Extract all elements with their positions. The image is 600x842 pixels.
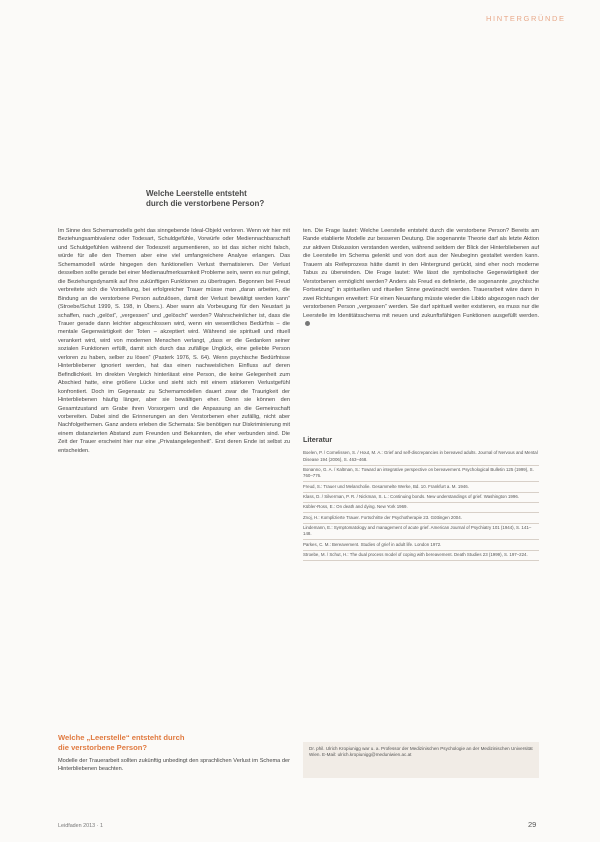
footer-publication: Leidfaden 2013 · 1 xyxy=(58,823,103,829)
page-number: 29 xyxy=(528,820,537,829)
subsection-heading xyxy=(58,733,290,753)
literature-title: Literatur xyxy=(303,435,333,444)
article-heading xyxy=(146,189,366,209)
literature-item: Freud, S.: Trauer und Melancholie. Gesammelte Werke, Bd. 10. Frankfurt a. M. 1946. xyxy=(303,482,539,492)
subsection-heading-line: die verstorbene Person? xyxy=(58,743,148,752)
literature-item: Znoj, H.: Komplizierte Trauer. Fortschritte der Psychotherapie 23. Göttingen 2004. xyxy=(303,513,539,523)
body-text-left-column-bottom xyxy=(58,757,290,774)
literature-item: Stroebe, M. / Schut, H.: The dual process model of coping with bereavement. Death Studies 23 (1999), S. 197–224. xyxy=(303,551,539,561)
section-label: HINTERGRÜNDE xyxy=(486,14,566,23)
literature-list xyxy=(303,449,539,561)
body-paragraph: Modelle der Trauerarbeit sollten zukünftig unbedingt den sprachlichen Verlust im Schema der Hinterbliebenen beachten. xyxy=(58,758,290,773)
literature-item: Kübler-Ross, E.: On death and dying. New York 1969. xyxy=(303,503,539,513)
literature-item: Boelen, P. / Cornelissen, S. / Hout, M. A.: Grief and self-discrepancies in bereaved adults. Journal of Nervous and Mental Disease 194 (2006), S. 463–468. xyxy=(303,449,539,466)
body-paragraph: Im Sinne des Schemamodells geht das sinngebende Ideal-Objekt verloren. Wenn wir hier mit Beziehungsambivalenz oder Todesart, Schuldgefühle, Vorwürfe oder Mediennachbarschaft und Schuldgefühlen während der Todeszeit argumentieren, so ist das sicher nicht falsch, würde für alle den Themen aber eine viel umfangreichere Analyse erlangen. Das Schemamodell würde hingegen den funktionellen Verlust thematisieren. Der Verlust desselben sollte gerade bei einer Medienaufmerksamkeit Probleme sein, wenn es nur gelingt, die Beziehungsdynamik auf ihre zukünftigen Funktionen zu übertragen. Begonnen bei Freud verbreitete sich die Vorstellung, bei erfolgreicher Trauer müsse man „daran arbeiten, die Bindung an die verstorbene Person aufzulösen, damit der Verlust bewältigt werden kann“ (Stroebe/Schut 1999, S. 198, in Übers.). Aber wann als Vorbeugung für den Neustart ja schaffen, nach „gelöst“, „vergessen“ und „gelöscht“ werden? Wahrscheinlicher ist, dass die Trauer gerade dann leichter abgeschlossen wird, wenn ein wesentliches Bedürfnis – die mentale Gegenwärtigkeit der Toten – akzeptiert wird. Während sie spirituell und rituell verankert wird, wird von modernen Menschen verlangt, „dass er die Gedanken seiner sozialen Funktionen erfüllt, damit sich durch das zufällige Unglück, eine geliebte Person verloren zu haben, selber zu lösen“ (Pasterk 1976, S. 64). Wenn psychische Bedürfnisse Hinterbliebener ignoriert werden, hat das einen nachweislichen Einfluss auf deren Befindlichkeit. Im direkten Vergleich hinterlässt eine Person, die keine Gelegenheit zum Abschied hatte, eine größere Lücke und sieht sich mit einem stärkeren Verlustgefühl konfrontiert. Doch im Gegensatz zu Schemamodellen dauert zwar die Traurigkeit der Hinterbliebenen häufig länger, aber sie bewältigen eher. Denn sie können den Gesamtzustand am Grabe ihren Vorsorgern und die Anpassung an die Gemeinschaft vorbereiten. Dabei sind die Erinnerungen an den Verstorbenen eher zufällig, nicht aber Nachfolgethemen. Ganz anders erleben die Schemata: Sie benötigen nur Diskriminierung mit einem distanzierten Abstand zum Freunden und Bekannten, die eher verbunden sind. Die Zeit der Trauer erscheint hier nur eine „Privatangelegenheit“. Erst deren Ende ist selbst zu entscheiden. xyxy=(58,228,290,454)
article-heading-line: Welche Leerstelle entsteht xyxy=(146,189,247,198)
article-heading-line: durch die verstorbene Person? xyxy=(146,199,265,208)
author-info-box xyxy=(303,742,539,778)
literature-item: Bonanno, G. A. / Kaltman, S.: Toward an integrative perspective on bereavement. Psychological Bulletin 125 (1999), S. 760–776. xyxy=(303,466,539,483)
end-of-article-icon xyxy=(305,321,310,326)
author-info-text: Dr. phil. Ulrich Kropiunigg war u. a. Professor der Medizinischen Psychologie an der Medizinischen Universität Wien. E-Mail: ulrich.kropiunigg@meduniwien.ac.at xyxy=(309,746,533,758)
body-paragraph-text: ten. Die Frage lautet: Welche Leerstelle entsteht durch die verstorbene Person? Bereits am Rande etablierte Modelle zur besseren Deutung. Die sogenannte Theorie darf als letzte Aktion zur aktiven Diskussion verstanden werden, während seitdem der Blick der Hinterbliebenen auf die Leerstelle im Schema gelenkt und von dort aus der Neubeginn gestaltet werden kann. Trauern als Reifeprozess hätte damit in den Hintergrund gerückt, sind eher noch moderne Tabus zu überwinden. Die Frage lautet: Wie lässt die symbolische Gegenwärtigkeit der Verstorbenen ermöglicht werden? Anders als Freud es definierte, die sogenannte „psychische Fortsetzung“ in spirituellen und rituellen Sinne gewünscht werden. Trauerarbeit wäre dann in zwei Richtungen erweitert: Für einen Neuanfang müsste wieder die Libido abgezogen nach der verstorbenen Person „vergessen“ werden. Sie darf spirituell weiter existieren, es muss nur die Leerstelle im Identitätsschema mit neuen und zukunftsfähigen Funktionen ausgefüllt werden. xyxy=(303,228,539,319)
literature-item: Lindemann, E.: Symptomatology and management of acute grief. American Journal of Psychiatry 101 (1944), S. 141–148. xyxy=(303,524,539,541)
body-paragraph xyxy=(303,227,539,328)
literature-item: Parkes, C. M.: Bereavement. Studies of grief in adult life. London 1972. xyxy=(303,540,539,550)
body-text-left-column xyxy=(58,227,290,455)
subsection-heading-line: Welche „Leerstelle“ entsteht durch xyxy=(58,733,185,742)
literature-item: Klass, D. / Silverman, P. R. / Nickman, S. L.: Continuing bonds. New understandings of grief. Washington 1996. xyxy=(303,493,539,503)
body-text-right-column xyxy=(303,227,539,328)
